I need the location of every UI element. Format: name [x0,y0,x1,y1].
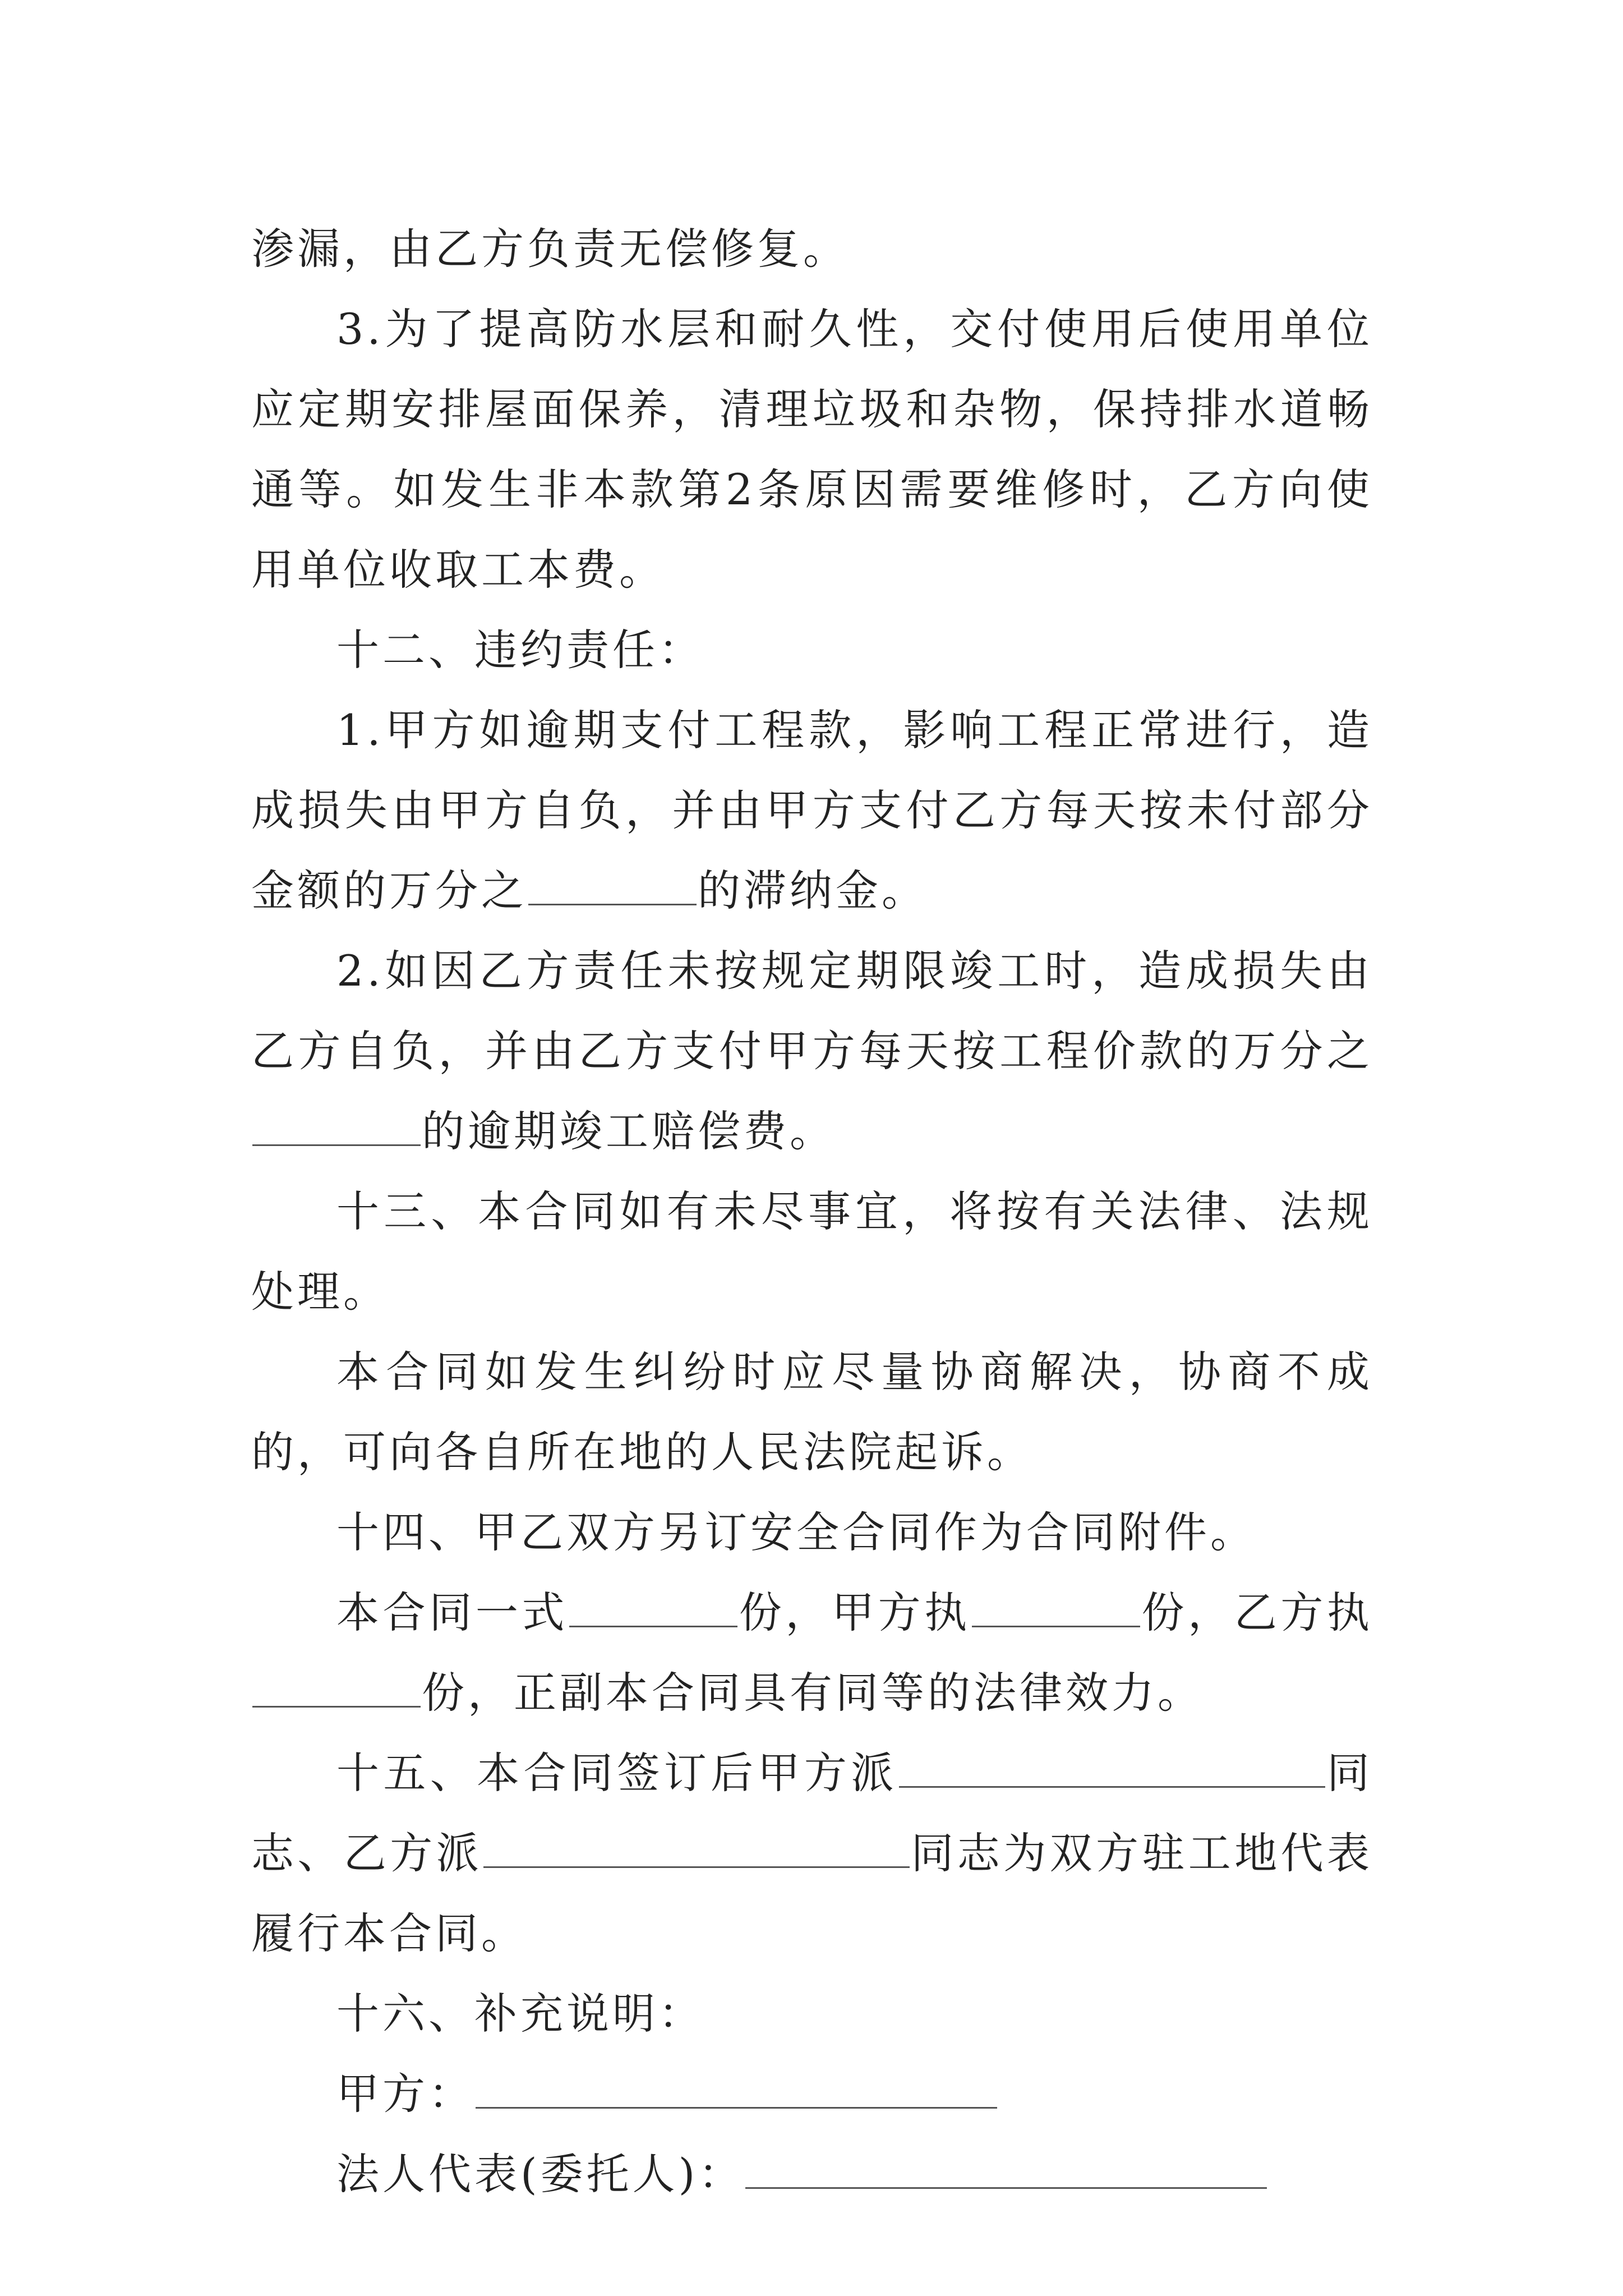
compensation-rate-blank[interactable] [252,1102,421,1146]
paragraph-site-representatives: 十五、本合同签订后甲方派 同志、乙方派 同志为双方驻工地代表履行本合同。 [251,1733,1373,1973]
late-fee-rate-blank[interactable] [528,861,697,905]
party-b-representative-blank[interactable] [483,1824,910,1868]
paragraph-maintenance: 3.为了提高防水层和耐久性，交付使用后使用单位应定期安排屋面保养，清理垃圾和杂物，保持排水道畅通等。如发生非本款第2条原因需要维修时，乙方向使用单位收取工本费。 [251,304,1373,595]
legal-representative-line: 法人代表(委托人)： [251,2134,1373,2214]
section-heading-supplement: 十六、补充说明： [336,1989,704,2039]
party-a-copies-blank[interactable] [972,1583,1140,1627]
party-a-representative-blank[interactable] [899,1743,1325,1788]
paragraph-disputes: 本合同如发生纠纷时应尽量协商解决，协商不成的，可向各自所在地的人民法院起诉。 [251,1347,1373,1477]
paragraph-late-completion: 2.如因乙方责任未按规定期限竣工时，造成损失由乙方自负，并由乙方支付甲方每天按工程价款的万分之的逾期竣工赔偿费。 [251,946,1373,1156]
party-b-copies-blank[interactable] [252,1663,421,1708]
paragraph-leak-repair: 渗漏，由乙方负责无偿修复。 [251,224,849,274]
document-body [251,209,1373,2214]
total-copies-blank[interactable] [569,1583,737,1627]
paragraph-safety-contract: 十四、甲乙双方另订安全合同作为合同附件。 [336,1507,1256,1557]
party-a-signature-line: 甲方： [251,2054,1373,2134]
paragraph-copies: 本合同一式 份，甲方执 份，乙方执份，正副本合同具有同等的法律效力。 [251,1572,1373,1733]
paragraph-late-payment: 1.甲方如逾期支付工程款，影响工程正常进行，造成损失由甲方自负，并由甲方支付乙方每天按未付部分金额的万分之 的滞纳金。 [251,705,1373,915]
legal-representative-blank[interactable] [745,2145,1267,2189]
paragraph-unresolved-matters: 十三、本合同如有未尽事宜，将按有关法律、法规处理。 [251,1186,1373,1317]
party-a-name-blank[interactable] [476,2064,997,2109]
section-heading-breach: 十二、违约责任： [336,625,704,675]
